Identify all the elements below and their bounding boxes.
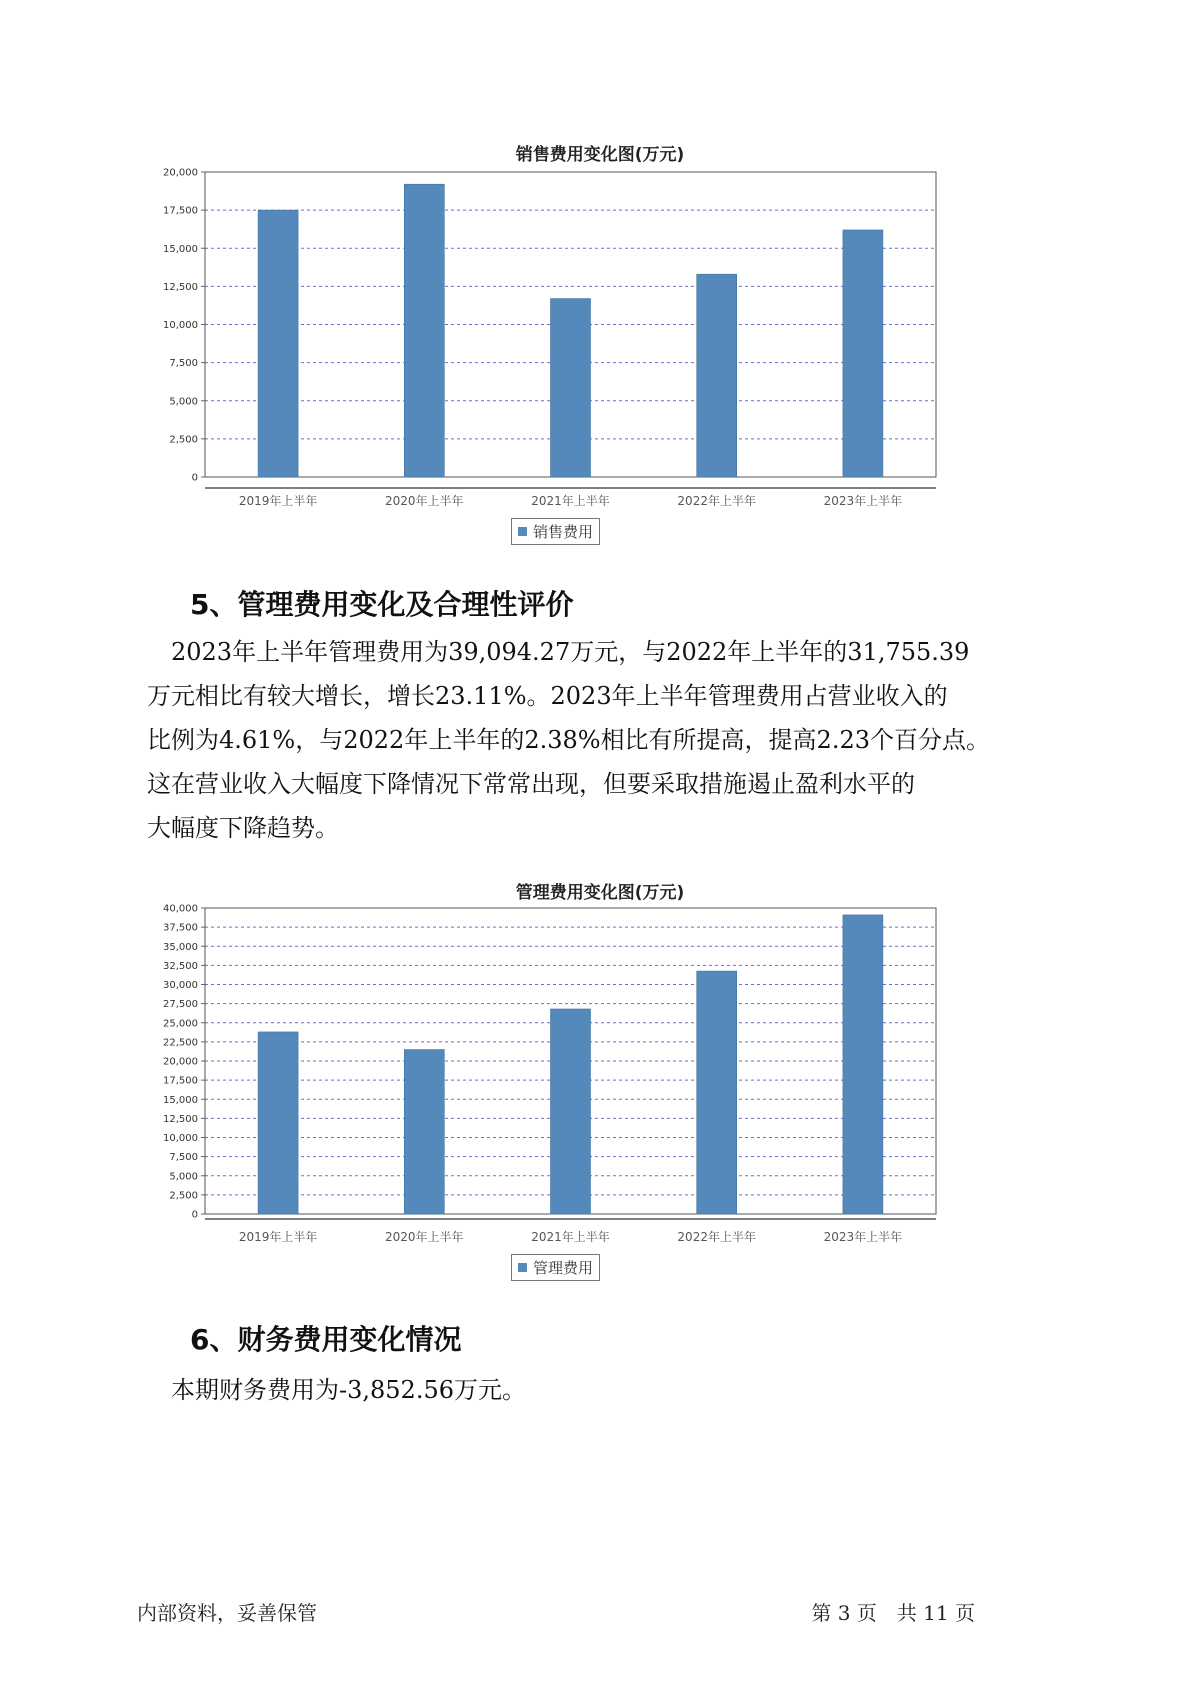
y-tick-label: 2,500: [169, 434, 198, 446]
sales-expense-chart: [150, 140, 1050, 550]
bar: [551, 1009, 591, 1214]
x-tick-label: 2019年上半年: [238, 494, 318, 508]
footer-left: 内部资料，妥善保管: [137, 1601, 317, 1625]
y-tick-label: 20,000: [163, 1056, 198, 1068]
paragraph-line: 本期财务费用为-3,852.56万元。: [147, 1376, 526, 1404]
x-tick-label: 2021年上半年: [531, 494, 610, 508]
paragraph-line: 2023年上半年管理费用为39,094.27万元，与2022年上半年的31,755.39: [147, 638, 970, 666]
y-tick-label: 7,500: [169, 358, 198, 370]
footer-page-number: 第 3 页 共 11 页: [811, 1601, 975, 1625]
x-tick-label: 2023年上半年: [823, 1230, 903, 1244]
chart-title: 管理费用变化图(万元): [515, 883, 685, 903]
y-tick-label: 10,000: [163, 1133, 198, 1144]
y-tick-label: 25,000: [163, 1018, 198, 1030]
y-tick-label: 10,000: [163, 320, 198, 331]
y-tick-label: 17,500: [163, 1075, 198, 1087]
y-tick-label: 20,000: [163, 167, 198, 179]
y-tick-label: 5,000: [169, 396, 198, 408]
y-tick-label: 12,500: [163, 281, 198, 293]
y-tick-label: 37,500: [163, 922, 198, 934]
paragraph-line: 比例为4.61%，与2022年上半年的2.38%相比有所提高，提高2.23个百分点。: [147, 726, 990, 754]
y-tick-label: 40,000: [163, 903, 198, 915]
bar: [843, 915, 883, 1214]
legend-label: 管理费用: [533, 1259, 594, 1277]
x-tick-label: 2022年上半年: [677, 1230, 756, 1244]
y-tick-label: 35,000: [163, 941, 198, 953]
legend-swatch: [518, 527, 527, 536]
section5-paragraph: [147, 630, 1077, 850]
y-tick-label: 15,000: [163, 243, 198, 255]
chart-plot: [150, 878, 1050, 1278]
bar: [697, 971, 737, 1214]
y-tick-label: 22,500: [163, 1037, 198, 1049]
paragraph-line: 万元相比有较大增长，增长23.11%。2023年上半年管理费用占营业收入的: [147, 682, 948, 710]
chart-legend: [511, 1254, 600, 1281]
y-tick-label: 2,500: [169, 1190, 198, 1202]
y-tick-label: 15,000: [163, 1094, 198, 1106]
legend-label: 销售费用: [533, 523, 594, 541]
management-expense-chart: [150, 878, 1050, 1288]
x-tick-label: 2021年上半年: [531, 1230, 610, 1244]
paragraph-line: 大幅度下降趋势。: [147, 814, 339, 842]
x-tick-label: 2022年上半年: [677, 494, 756, 508]
bar: [258, 210, 298, 477]
y-tick-label: 5,000: [169, 1171, 198, 1183]
bar: [404, 1050, 444, 1214]
bar: [697, 274, 737, 477]
bar: [258, 1032, 298, 1214]
y-tick-label: 12,500: [163, 1113, 198, 1125]
bar: [551, 299, 591, 477]
chart-plot: [150, 140, 1050, 540]
y-tick-label: 30,000: [163, 980, 198, 991]
bar: [404, 184, 444, 477]
bar: [843, 230, 883, 477]
y-tick-label: 17,500: [163, 205, 198, 217]
x-tick-label: 2019年上半年: [238, 1230, 318, 1244]
paragraph-line: 这在营业收入大幅度下降情况下常常出现，但要采取措施遏止盈利水平的: [147, 770, 915, 798]
section6-heading: 6、财务费用变化情况: [190, 1323, 462, 1356]
x-tick-label: 2023年上半年: [823, 494, 903, 508]
y-tick-label: 7,500: [169, 1152, 198, 1164]
y-tick-label: 27,500: [163, 999, 198, 1011]
x-tick-label: 2020年上半年: [385, 1230, 464, 1244]
x-tick-label: 2020年上半年: [385, 494, 464, 508]
chart-title: 销售费用变化图(万元): [515, 145, 685, 165]
y-tick-label: 0: [191, 1209, 198, 1221]
y-tick-label: 0: [191, 472, 198, 484]
section5-heading: 5、管理费用变化及合理性评价: [190, 588, 574, 621]
legend-swatch: [518, 1263, 527, 1272]
section6-paragraph: [147, 1368, 1077, 1412]
y-tick-label: 32,500: [163, 960, 198, 972]
chart-legend: [511, 518, 600, 545]
